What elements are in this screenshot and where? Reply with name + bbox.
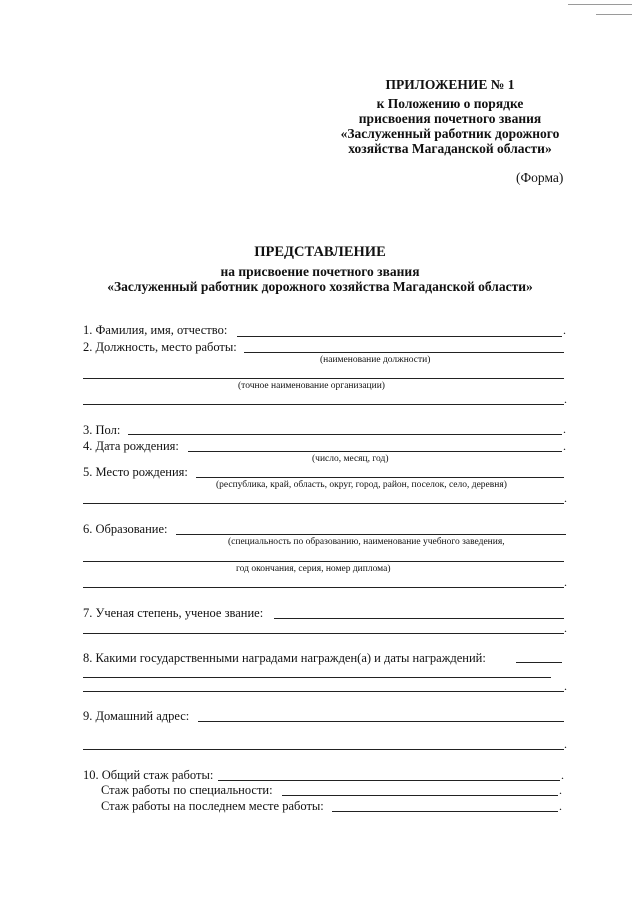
- field-6-line[interactable]: [176, 534, 566, 535]
- caption-organization: (точное наименование организации): [238, 381, 385, 391]
- field-end-dot: .: [563, 439, 566, 453]
- caption-place: (республика, край, область, округ, город, район, поселок, село, деревня): [216, 480, 507, 490]
- field-end-dot: .: [564, 621, 567, 635]
- field-2-line[interactable]: [244, 352, 564, 353]
- field-5-line-2[interactable]: [83, 503, 564, 504]
- caption-position: (наименование должности): [320, 355, 431, 365]
- field-10a-line[interactable]: [282, 795, 558, 796]
- appendix-title: ПРИЛОЖЕНИЕ № 1: [385, 77, 515, 92]
- field-end-dot: .: [564, 679, 567, 693]
- field-10-label: 10. Общий стаж работы:: [83, 768, 214, 782]
- field-10-line[interactable]: [218, 780, 560, 781]
- field-1-line[interactable]: [237, 336, 562, 337]
- caption-date: (число, месяц, год): [312, 454, 389, 464]
- field-4-line[interactable]: [188, 451, 562, 452]
- field-8-line-3[interactable]: [83, 691, 564, 692]
- scan-edge-mark: [568, 4, 632, 5]
- field-end-dot: .: [564, 491, 567, 505]
- field-end-dot: .: [564, 392, 567, 406]
- field-6-label: 6. Образование:: [83, 522, 168, 536]
- field-7-line[interactable]: [274, 618, 564, 619]
- field-3-label: 3. Пол:: [83, 423, 121, 437]
- form-label: (Форма): [516, 170, 564, 185]
- field-7-label: 7. Ученая степень, ученое звание:: [83, 606, 264, 620]
- field-10b-label: Стаж работы на последнем месте работы:: [101, 799, 324, 813]
- field-2-line-3[interactable]: [83, 404, 564, 405]
- field-8-label: 8. Какими государственными наградами награжден(а) и даты награждений:: [83, 651, 486, 665]
- field-8-line[interactable]: [516, 662, 562, 663]
- heading-sub-2: «Заслуженный работник дорожного хозяйства Магаданской области»: [107, 279, 533, 294]
- scan-edge-mark: [596, 14, 632, 15]
- appendix-line-3: «Заслуженный работник дорожного: [340, 126, 560, 141]
- appendix-line-2: присвоения почетного звания: [358, 111, 542, 126]
- field-10b-line[interactable]: [332, 811, 558, 812]
- field-3-line[interactable]: [128, 434, 562, 435]
- field-end-dot: .: [561, 768, 564, 782]
- field-5-line[interactable]: [196, 477, 564, 478]
- appendix-line-4: хозяйства Магаданской области»: [348, 141, 552, 156]
- field-4-label: 4. Дата рождения:: [83, 439, 179, 453]
- field-10a-label: Стаж работы по специальности:: [101, 783, 273, 797]
- field-end-dot: .: [563, 323, 566, 337]
- field-2-line-2[interactable]: [83, 378, 564, 379]
- field-5-label: 5. Место рождения:: [83, 465, 188, 479]
- field-9-label: 9. Домашний адрес:: [83, 709, 190, 723]
- appendix-line-1: к Положению о порядке: [376, 96, 524, 111]
- field-6-line-2[interactable]: [83, 561, 564, 562]
- heading-sub-1: на присвоение почетного звания: [220, 264, 420, 279]
- field-9-line[interactable]: [198, 721, 564, 722]
- field-end-dot: .: [564, 737, 567, 751]
- field-end-dot: .: [559, 783, 562, 797]
- field-2-label: 2. Должность, место работы:: [83, 340, 237, 354]
- caption-education-2: год окончания, серия, номер диплома): [236, 564, 391, 574]
- caption-education-1: (специальность по образованию, наименование учебного заведения,: [228, 537, 505, 547]
- field-9-line-2[interactable]: [83, 749, 564, 750]
- field-8-line-2[interactable]: [83, 677, 551, 678]
- field-7-line-2[interactable]: [83, 633, 564, 634]
- document-title: ПРЕДСТАВЛЕНИЕ: [254, 244, 386, 260]
- field-end-dot: .: [559, 799, 562, 813]
- field-end-dot: .: [563, 422, 566, 436]
- field-1-label: 1. Фамилия, имя, отчество:: [83, 323, 228, 337]
- field-6-line-3[interactable]: [83, 587, 564, 588]
- field-end-dot: .: [564, 575, 567, 589]
